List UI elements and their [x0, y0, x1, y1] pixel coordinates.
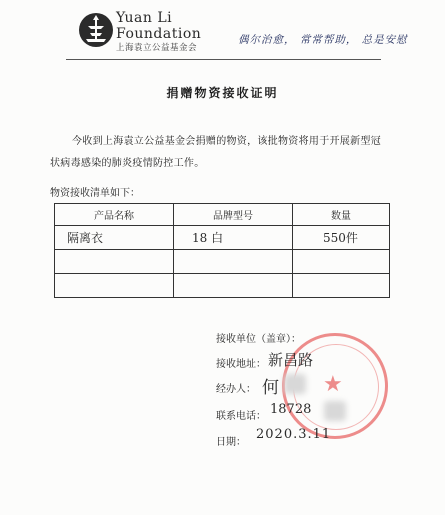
- foundation-logo-icon: [78, 12, 114, 48]
- logo-text-en: [116, 10, 201, 42]
- logo-text-en-line-1: Yuan Li: [116, 10, 173, 26]
- list-label: 物资接收清单如下：: [50, 188, 140, 199]
- table-cell-product: [55, 274, 174, 298]
- handler-value: 何: [262, 378, 279, 398]
- column-header-product: 产品名称: [55, 204, 174, 226]
- column-header-brand: 品牌型号: [174, 204, 293, 226]
- table-cell-product: [55, 250, 174, 274]
- address-label: 接收地址：: [216, 359, 266, 370]
- body-paragraph: 今收到上海袁立公益基金会捐赠的物资，该批物资将用于开展新型冠状病毒感染的肺炎疫情防控工作。: [50, 136, 381, 169]
- table-cell-brand: 18 白: [174, 226, 293, 250]
- slogan: 偶尔治愈， 常常帮助， 总是安慰: [238, 34, 408, 46]
- table-cell-quantity: [293, 250, 390, 274]
- phone-label: 联系电话：: [216, 411, 266, 422]
- items-table: [54, 203, 390, 298]
- logo-text-cn: 上海袁立公益基金会: [116, 43, 198, 53]
- phone-value: 18728: [270, 402, 312, 417]
- table-cell-product: 隔离衣: [55, 226, 174, 250]
- seal-star-icon: ★: [323, 372, 343, 397]
- table-cell-quantity: [293, 274, 390, 298]
- table-header-row: [55, 204, 390, 226]
- column-header-quantity: 数量: [293, 204, 390, 226]
- receiving-unit-label: 接收单位（盖章）：: [216, 334, 301, 345]
- table-cell-brand: [174, 274, 293, 298]
- table-cell-brand: [174, 250, 293, 274]
- header-divider: [66, 59, 381, 60]
- date-value: 2020.3.11: [256, 427, 332, 442]
- document-title: 捐赠物资接收证明: [166, 86, 279, 100]
- table-row: [55, 226, 390, 250]
- redaction-blur: [284, 374, 306, 394]
- date-label: 日期：: [216, 437, 246, 448]
- table-row: [55, 274, 390, 298]
- address-value: 新昌路: [268, 351, 314, 369]
- handler-label: 经办人：: [216, 384, 256, 395]
- logo-text-en-line-2: Foundation: [116, 26, 202, 42]
- table-row: [55, 250, 390, 274]
- table-cell-quantity: 550件: [293, 226, 390, 250]
- redaction-blur: [324, 401, 346, 421]
